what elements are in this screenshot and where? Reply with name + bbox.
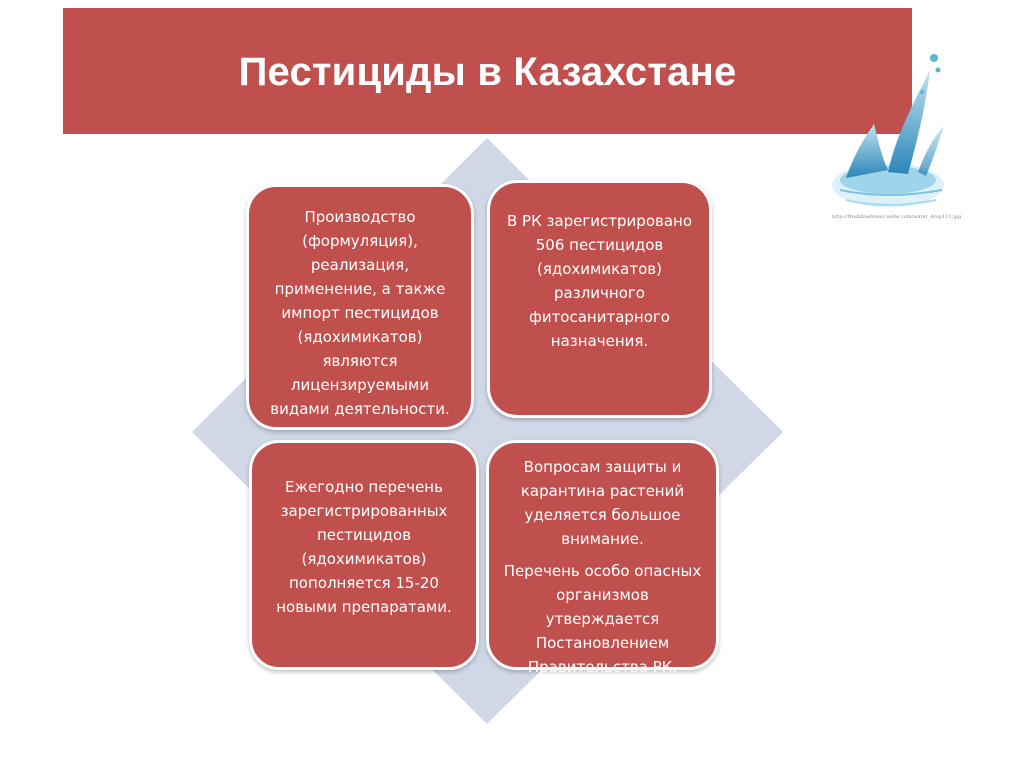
box-annual-additions [249,440,479,670]
box-annual-additions-text: Ежегодно перечень зарегистрированных пестицидов (ядохимикатов) пополняется 15-20 новыми препаратами. [276,478,452,616]
box-plant-protection-text-1: Вопросам защиты и карантина растений уделяется большое внимание. [520,458,685,548]
box-licensing-text: Производство (формуляция), реализация, применение, а также импорт пестицидов (ядохимикатов) являются лицензируемыми видами деятельности. [270,208,450,418]
box-registered-count [487,180,712,418]
box-licensing [246,184,474,430]
slide-title: Пестициды в Казахстане [238,50,737,94]
box-registered-count-text: В РК зарегистрировано 506 пестицидов (ядохимикатов) различного фитосанитарного назначения. [506,212,693,350]
image-credit: http://freshfreshness.webs.com/water_drop111.jpg [832,214,962,220]
box-plant-protection-text-2: Перечень особо опасных организмов утверждается Постановлением Правительства РК. [503,562,702,676]
box-plant-protection [486,440,719,676]
